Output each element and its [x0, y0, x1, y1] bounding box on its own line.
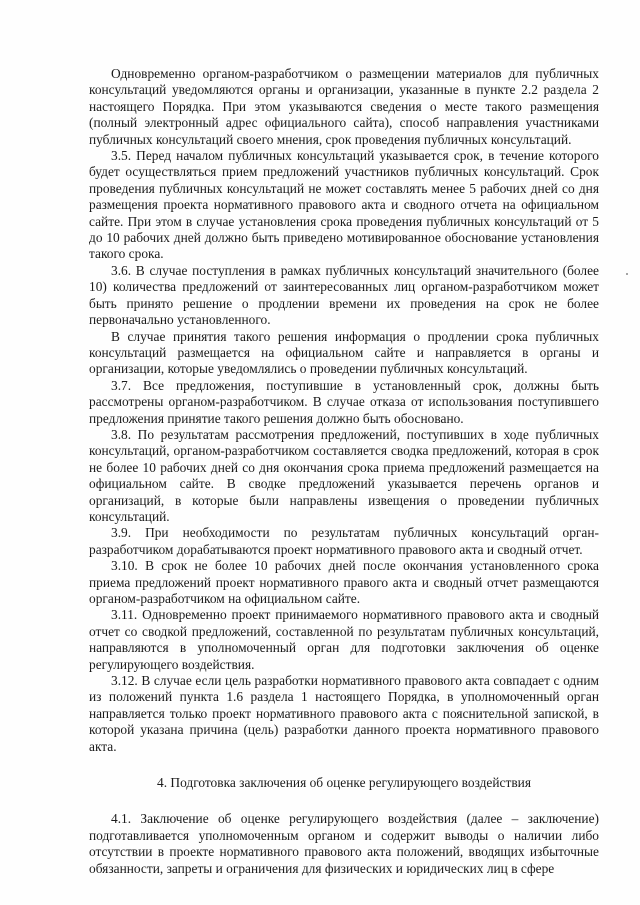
- paragraph-3-7: 3.7. Все предложения, поступившие в установленный срок, должны быть рассмотрены органом-разработчиком. В случае отказа от использования поступившего предложения принятие такого решения должно быть обосновано.: [89, 377, 599, 426]
- paragraph-3-8: 3.8. По результатам рассмотрения предложений, поступивших в ходе публичных консультаций, органом-разработчиком составляется сводка предложений, которая в срок не более 10 рабочих дней со дня окончания срока приема предложений размещается на официальном сайте. В сводке предложений указывается перечень органов и организаций, в которые были направлены извещения о проведении публичных консультаций.: [89, 426, 599, 524]
- paragraph-3-12: 3.12. В случае если цель разработки нормативного правового акта совпадает с одним из положений пункта 1.6 раздела 1 настоящего Порядка, в уполномоченный орган направляется только проект нормативного правового акта с пояснительной запиской, в которой указана причина (цель) разработки данного проекта нормативного правового акта.: [89, 673, 599, 754]
- section-heading: 4. Подготовка заключения об оценке регулирующего воздействия: [157, 775, 531, 791]
- paragraph-3-5: 3.5. Перед началом публичных консультаций указывается срок, в течение которого будет осуществляться прием предложений участников публичных консультаций. Срок проведения публичных консультаций не может составлять менее 5 рабочих дней со дня размещения проекта нормативного правового акта и сводного отчета на официальном сайте. При этом в случае установления срока проведения публичных консультаций от 5 до 10 рабочих дней должно быть приведено мотивированное обоснование установления такого срока.: [89, 148, 599, 262]
- paragraph-3-11: 3.11. Одновременно проект принимаемого нормативного правового акта и сводный отчет со сводкой предложений, составленной по результатам публичных консультаций, направляются в уполномоченный орган для подготовки заключения об оценке регулирующего воздействия.: [89, 607, 599, 672]
- paragraph-3-6: 3.6. В случае поступления в рамках публичных консультаций значительного (более 10) количества предложений от заинтересованных лиц органом-разработчиком может быть принято решение о продлении времени их проведения на срок не более первоначально установленного.: [89, 262, 599, 328]
- paragraph-4-1: 4.1. Заключение об оценке регулирующего воздействия (далее – заключение) подготавливается уполномоченным органом и содержит выводы о наличии либо отсутствии в проекте нормативного правового акта положений, вводящих избыточные обязанности, запреты и ограничения для физических и юридических лиц в сфере: [89, 811, 599, 876]
- paragraph-intro: Одновременно органом-разработчиком о размещении материалов для публичных консультаций уведомляются органы и организации, указанные в пункте 2.2 раздела 2 настоящего Порядка. При этом указываются сведения о месте такого размещения (полный электронный адрес официального сайта), способ направления участниками публичных консультаций своего мнения, срок проведения публичных консультаций.: [89, 66, 599, 147]
- paragraph-3-6-extension: В случае принятия такого решения информация о продлении срока публичных консультаций размещается на официальном сайте и направляется в органы и организации, которые уведомлялись о проведении публичных консультаций.: [89, 328, 599, 377]
- paragraph-3-9: 3.9. При необходимости по результатам публичных консультаций орган-разработчиком дорабатываются проект нормативного правового акта и сводный отчет.: [89, 525, 599, 557]
- paragraph-3-10: 3.10. В срок не более 10 рабочих дней после окончания установленного срока приема предложений проект нормативного правого акта и сводный отчет размещаются органом-разработчиком на официальном сайте.: [89, 558, 599, 606]
- scan-speck: [626, 273, 628, 275]
- document-body: [89, 66, 599, 877]
